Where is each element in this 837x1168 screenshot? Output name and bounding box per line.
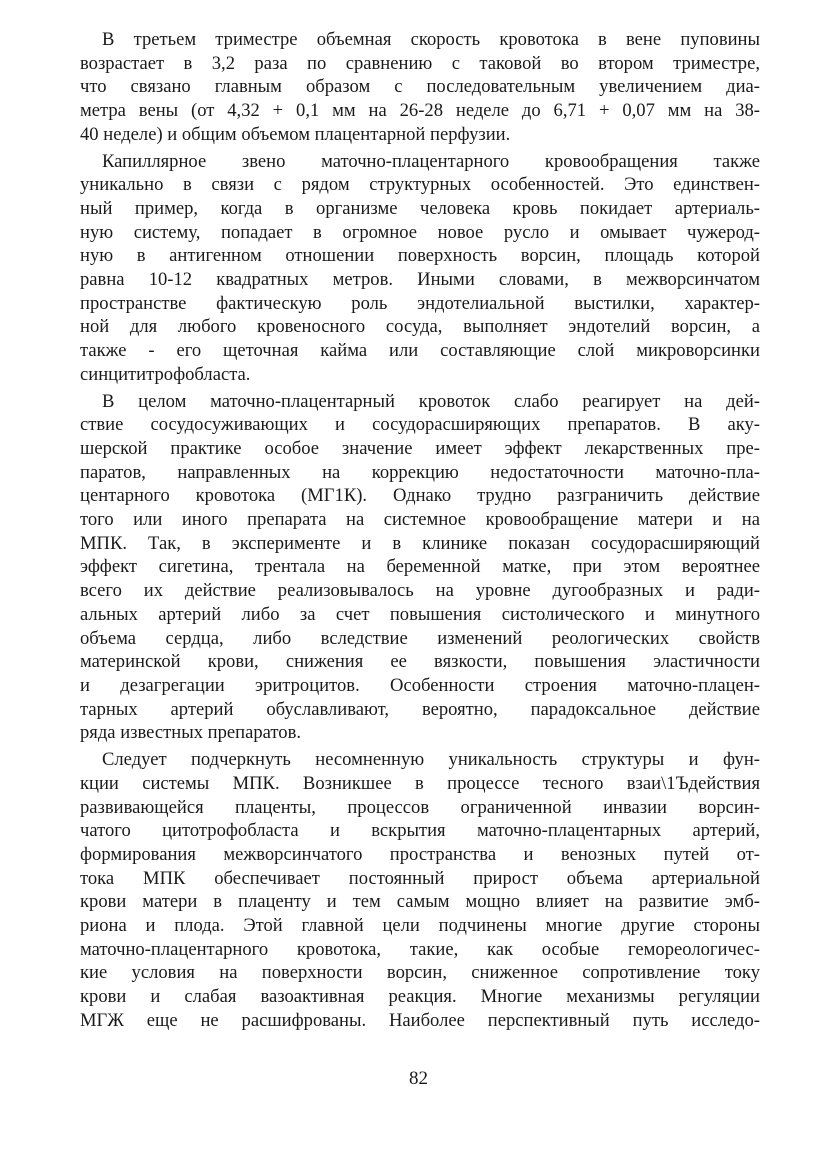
text-line: МПК. Так, в эксперименте и в клинике показан сосудорасширяющий bbox=[80, 532, 760, 554]
text-line: МГЖ еще не расшифрованы. Наиболее перспективный путь исследо- bbox=[80, 1009, 760, 1031]
text-line: крови матери в плаценту и тем самым мощно влияет на развитие эмб- bbox=[80, 891, 760, 913]
text-line: что связано главным образом с последовательным увеличением диа- bbox=[80, 76, 760, 98]
text-line: объема сердца, либо вследствие изменений реологических свойств bbox=[80, 627, 760, 649]
text-line: пространстве фактическую роль эндотелиальной выстилки, характер- bbox=[80, 292, 760, 314]
text-line: тока МПК обеспечивает постоянный прирост объема артериальной bbox=[80, 867, 760, 889]
text-line: В третьем триместре объемная скорость кровотока в вене пуповины bbox=[102, 29, 760, 50]
text-line: и дезагрегации эритроцитов. Особенности строения маточно-плацен- bbox=[80, 674, 760, 696]
text-line: ной для любого кровеносного сосуда, выполняет эндотелий ворсин, а bbox=[80, 316, 760, 338]
text-line: уникально в связи с рядом структурных особенностей. Это единствен- bbox=[80, 174, 760, 196]
text-line: ствие сосудосуживающих и сосудорасширяющих препаратов. В аку- bbox=[80, 414, 760, 436]
document-body bbox=[80, 28, 760, 1033]
text-line: ную систему, попадает в огромное новое русло и омывает чужерод- bbox=[80, 221, 760, 243]
text-line: формирования межворсинчатого пространства и венозных путей от- bbox=[80, 843, 760, 865]
text-line: кции системы МПК. Возникшее в процессе тесного взаи\1Ъдействия bbox=[80, 772, 760, 794]
text-line: 40 неделе) и общим объемом плацентарной перфузии. bbox=[80, 123, 511, 145]
text-line: Капиллярное звено маточно-плацентарного кровообращения также bbox=[102, 150, 760, 172]
text-line: синцититрофобласта. bbox=[80, 363, 251, 385]
text-line: риона и плода. Этой главной цели подчинены многие другие стороны bbox=[80, 915, 760, 937]
paragraph-3 bbox=[80, 390, 760, 746]
text-line: тарных артерий обуславливают, вероятно, парадоксальное действие bbox=[80, 698, 760, 720]
text-line: центарного кровотока (МГ1К). Однако трудно разграничить действие bbox=[80, 485, 760, 507]
text-line: шерской практике особое значение имеет эффект лекарственных пре- bbox=[80, 437, 760, 459]
text-line: эффект сигетина, трентала на беременной матке, при этом вероятнее bbox=[80, 556, 760, 578]
text-line: ный пример, когда в организме человека кровь покидает артериаль- bbox=[80, 197, 760, 219]
text-line: паратов, направленных на коррекцию недостаточности маточно-пла- bbox=[80, 461, 760, 483]
text-line: альных артерий либо за счет повышения систолического и минутного bbox=[80, 603, 760, 625]
paragraph-2 bbox=[80, 150, 760, 387]
text-line: ряда известных препаратов. bbox=[80, 722, 302, 744]
text-line: кие условия на поверхности ворсин, сниженное сопротивление току bbox=[80, 962, 760, 984]
text-line: развивающейся плаценты, процессов ограниченной инвазии ворсин- bbox=[80, 796, 760, 818]
text-line: ную в антигенном отношении поверхность ворсин, площадь которой bbox=[80, 245, 760, 267]
text-line: материнской крови, снижения ее вязкости, повышения эластичности bbox=[80, 651, 760, 673]
text-line: равна 10-12 квадратных метров. Иными словами, в межворсинчатом bbox=[80, 269, 760, 291]
text-line: всего их действие реализовывалось на уровне дугообразных и ради- bbox=[80, 580, 760, 602]
text-line: того или иного препарата на системное кровообращение матери и на bbox=[80, 509, 760, 531]
text-line: метра вены (от 4,32 + 0,1 мм на 26-28 неделе до 6,71 + 0,07 мм на 38- bbox=[80, 100, 760, 122]
text-line: Следует подчеркнуть несомненную уникальность структуры и фун- bbox=[102, 749, 760, 771]
text-line: крови и слабая вазоактивная реакция. Многие механизмы регуляции bbox=[80, 986, 760, 1008]
text-line: В целом маточно-плацентарный кровоток слабо реагирует на дей- bbox=[102, 390, 760, 412]
text-line: чатого цитотрофобласта и вскрытия маточно-плацентарных артерий, bbox=[80, 820, 760, 842]
paragraph-4 bbox=[80, 748, 760, 1032]
text-line: также - его щеточная кайма или составляющие слой микроворсинки bbox=[80, 340, 760, 362]
text-line: возрастает в 3,2 раза по сравнению с таковой во втором триместре, bbox=[80, 52, 760, 74]
paragraph-1 bbox=[80, 28, 760, 147]
text-line: маточно-плацентарного кровотока, такие, как особые гемореологичес- bbox=[80, 938, 760, 960]
page-number: 82 bbox=[409, 1068, 428, 1089]
